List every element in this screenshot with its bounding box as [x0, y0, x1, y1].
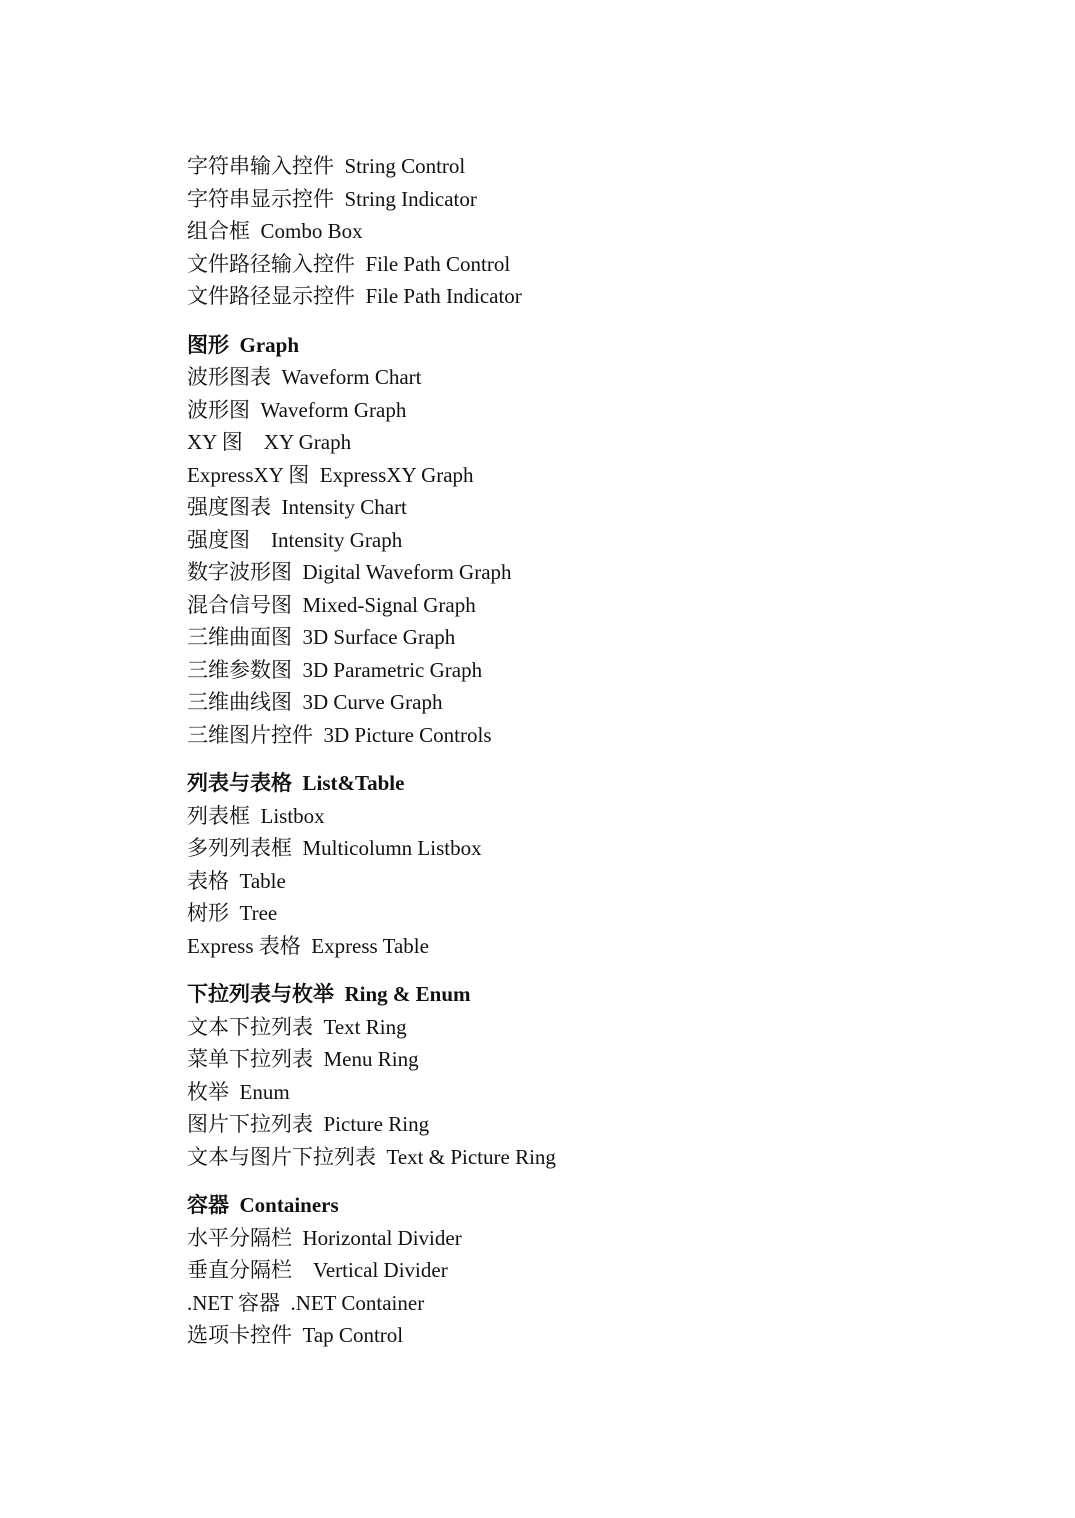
list-item: 三维图片控件 3D Picture Controls [187, 722, 492, 747]
section-heading: 图形 Graph [187, 332, 300, 357]
section-heading: 下拉列表与枚举 Ring & Enum [187, 982, 471, 1006]
list-item: 菜单下拉列表 Menu Ring [187, 1047, 419, 1071]
list-item: 表格 Table [187, 868, 286, 893]
list-item: 图片下拉列表 Picture Ring [187, 1112, 430, 1136]
list-item: 字符串显示控件 String Indicator [187, 186, 477, 211]
list-item: 枚举 Enum [187, 1079, 290, 1104]
list-item: 多列列表框 Multicolumn Listbox [187, 836, 482, 860]
list-item: 水平分隔栏 Horizontal Divider [187, 1225, 462, 1250]
section-containers [187, 1189, 987, 1352]
list-item: 列表框 Listbox [187, 803, 325, 828]
list-item: 文本下拉列表 Text Ring [187, 1014, 407, 1039]
section-ring-enum [187, 978, 987, 1173]
list-item: 强度图表 Intensity Chart [187, 495, 407, 519]
list-item: 数字波形图 Digital Waveform Graph [187, 560, 512, 584]
list-item: 波形图 Waveform Graph [187, 397, 407, 422]
list-item: 字符串输入控件 String Control [187, 154, 466, 178]
list-item: 文本与图片下拉列表 Text & Picture Ring [187, 1144, 556, 1169]
section-heading: 容器 Containers [187, 1193, 339, 1217]
list-item: 选项卡控件 Tap Control [187, 1323, 404, 1347]
list-item: 树形 Tree [187, 901, 278, 925]
list-item: 混合信号图 Mixed-Signal Graph [187, 592, 476, 617]
list-item: 强度图 Intensity Graph [187, 527, 403, 552]
document-content [187, 150, 987, 1352]
list-item: 文件路径输入控件 File Path Control [187, 251, 511, 276]
list-item: ExpressXY 图 ExpressXY Graph [187, 462, 474, 487]
list-item: 三维参数图 3D Parametric Graph [187, 657, 483, 682]
list-item: 三维曲线图 3D Curve Graph [187, 690, 443, 714]
list-item: 组合框 Combo Box [187, 219, 363, 243]
list-item: 垂直分隔栏 Vertical Divider [187, 1258, 448, 1282]
list-item: .NET 容器 .NET Container [187, 1290, 425, 1315]
list-item: 三维曲面图 3D Surface Graph [187, 625, 456, 649]
list-item: Express 表格 Express Table [187, 933, 429, 958]
list-item: 波形图表 Waveform Chart [187, 365, 422, 389]
list-item: XY 图 XY Graph [187, 430, 352, 454]
section-list-table [187, 767, 987, 962]
section-heading: 列表与表格 List&Table [187, 771, 405, 795]
list-item: 文件路径显示控件 File Path Indicator [187, 284, 522, 308]
section-string-controls [187, 150, 987, 313]
section-graph [187, 329, 987, 752]
